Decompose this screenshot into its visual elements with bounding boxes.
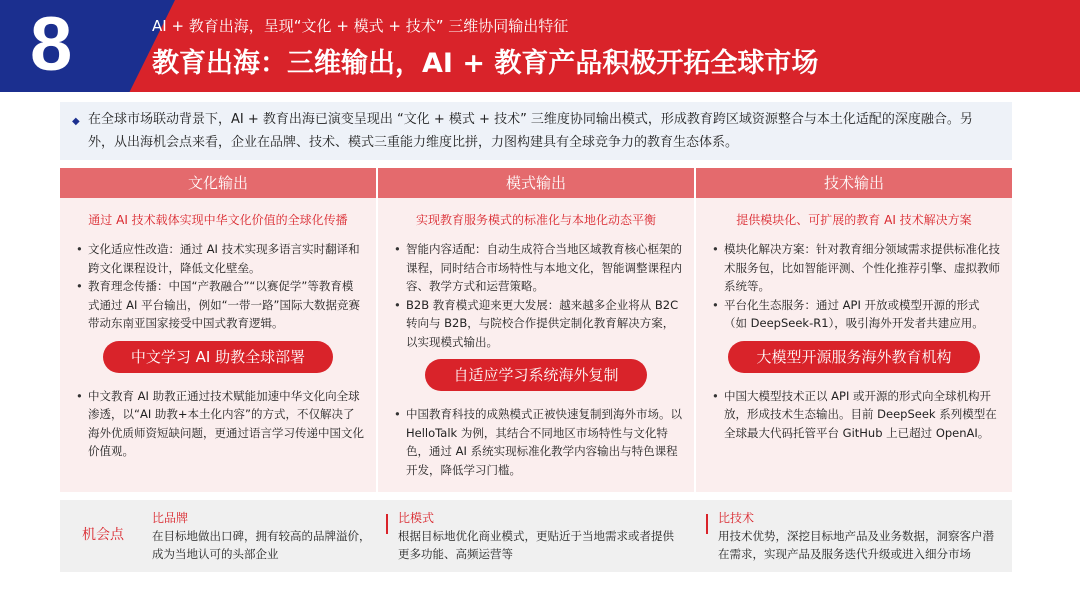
column-title: 文化输出 xyxy=(60,168,376,198)
column-tagline: 通过 AI 技术载体实现中华文化价值的全球化传播 xyxy=(88,213,348,227)
opportunity-text: 根据目标地优化商业模式，更贴近于当地需求或者提供更多功能、高频运营等 xyxy=(398,529,674,561)
list-item: • 中国教育科技的成熟模式正被快速复制到海外市场。以 HelloTalk 为例，其结合不同地区市场特性与文化特色，通过 AI 系统实现标准化教学内容输出与特色课程开发，降低学习门槛。 xyxy=(394,405,682,479)
highlight-pill: 中文学习 AI 助教全球部署 xyxy=(103,341,333,373)
section-number: 8 xyxy=(30,2,73,87)
opportunity-text: 用技术优势，深挖目标地产品及业务数据，洞察客户潜在需求，实现产品及服务迭代升级或进入细分市场 xyxy=(718,529,994,561)
intro-text: 在全球市场联动背景下，AI + 教育出海已演变呈现出 “文化 + 模式 + 技术” 三维度协同输出模式，形成教育跨区域资源整合与本土化适配的深度融合。另外，从出海机会点来看，企业在品牌、技术、模式三重能力维度比拼，力图构建具有全球竞争力的教育生态体系。 xyxy=(88,112,973,150)
list-item: • 文化适应性改造：通过 AI 技术实现多语言实时翻译和跨文化课程设计，降低文化壁垒。 xyxy=(76,240,364,277)
list-item: • 中国大模型技术正以 API 或开源的形式向全球机构开放，形成技术生态输出。目前 DeepSeek 系列模型在全球最大代码托管平台 GitHub 上已超过 OpenAI。 xyxy=(712,387,1000,443)
divider xyxy=(386,514,388,534)
diamond-bullet-icon: ◆ xyxy=(72,116,80,127)
opportunity-head: 比品牌 xyxy=(152,511,189,525)
bullet-list xyxy=(378,405,694,479)
header-banner xyxy=(0,0,1080,92)
bullet-list xyxy=(696,387,1012,443)
opportunity-panel xyxy=(60,500,1012,572)
header-subtitle: AI + 教育出海，呈现“文化 + 模式 + 技术” 三维协同输出特征 xyxy=(152,17,569,35)
list-item: • 教育理念传播：中国“产教融合”“以赛促学”等教育模式通过 AI 平台输出，例如“一带一路”国际大数据竞赛带动东南亚国家接受中国式教育逻辑。 xyxy=(76,277,364,333)
pill-wrap xyxy=(60,341,376,375)
column-tagline: 提供模块化、可扩展的教育 AI 技术解决方案 xyxy=(736,213,972,227)
list-item: • 模块化解决方案：针对教育细分领域需求提供标准化技术服务包，比如智能评测、个性化推荐引擎、虚拟教师系统等。 xyxy=(712,240,1000,296)
bullet-list xyxy=(60,240,376,333)
pill-wrap xyxy=(378,359,694,393)
highlight-pill: 自适应学习系统海外复制 xyxy=(425,359,646,391)
opportunity-head: 比模式 xyxy=(398,511,435,525)
list-item: • 中文教育 AI 助教正通过技术赋能加速中华文化向全球渗透，以“AI 助教+本土化内容”的方式，不仅解决了海外优质师资短缺问题，更通过语言学习传递中国文化价值观。 xyxy=(76,387,364,461)
column-technology xyxy=(696,168,1012,492)
column-title: 技术输出 xyxy=(696,168,1012,198)
bullet-list xyxy=(378,240,694,351)
opportunity-head: 比技术 xyxy=(718,511,755,525)
highlight-pill: 大模型开源服务海外教育机构 xyxy=(728,341,979,373)
divider xyxy=(706,514,708,534)
column-culture xyxy=(60,168,376,492)
list-item: • 平台化生态服务：通过 API 开放或模型开源的形式（如 DeepSeek-R1），吸引海外开发者共建应用。 xyxy=(712,296,1000,333)
opportunity-item-brand xyxy=(152,510,380,566)
opportunity-text: 在目标地做出口碑，拥有较高的品牌溢价，成为当地认可的头部企业 xyxy=(152,529,371,561)
opportunity-label: 机会点 xyxy=(82,527,124,543)
bullet-list xyxy=(696,240,1012,333)
list-item: • 智能内容适配：自动生成符合当地区域教育核心框架的课程，同时结合市场特性与本地文化，智能调整课程内容、教学方式和运营策略。 xyxy=(394,240,682,296)
pill-wrap xyxy=(696,341,1012,375)
opportunity-item-tech xyxy=(718,510,1002,566)
column-tagline: 实现教育服务模式的标准化与本地化动态平衡 xyxy=(415,213,656,227)
column-title: 模式输出 xyxy=(378,168,694,198)
list-item: • B2B 教育模式迎来更大发展：越来越多企业将从 B2C 转向与 B2B，与院校合作提供定制化教育解决方案，以实现模式输出。 xyxy=(394,296,682,352)
intro-box xyxy=(60,102,1012,160)
opportunity-item-model xyxy=(398,510,684,566)
bullet-list xyxy=(60,387,376,461)
page-title: 教育出海：三维输出，AI + 教育产品积极开拓全球市场 xyxy=(152,48,819,79)
column-model xyxy=(378,168,694,492)
